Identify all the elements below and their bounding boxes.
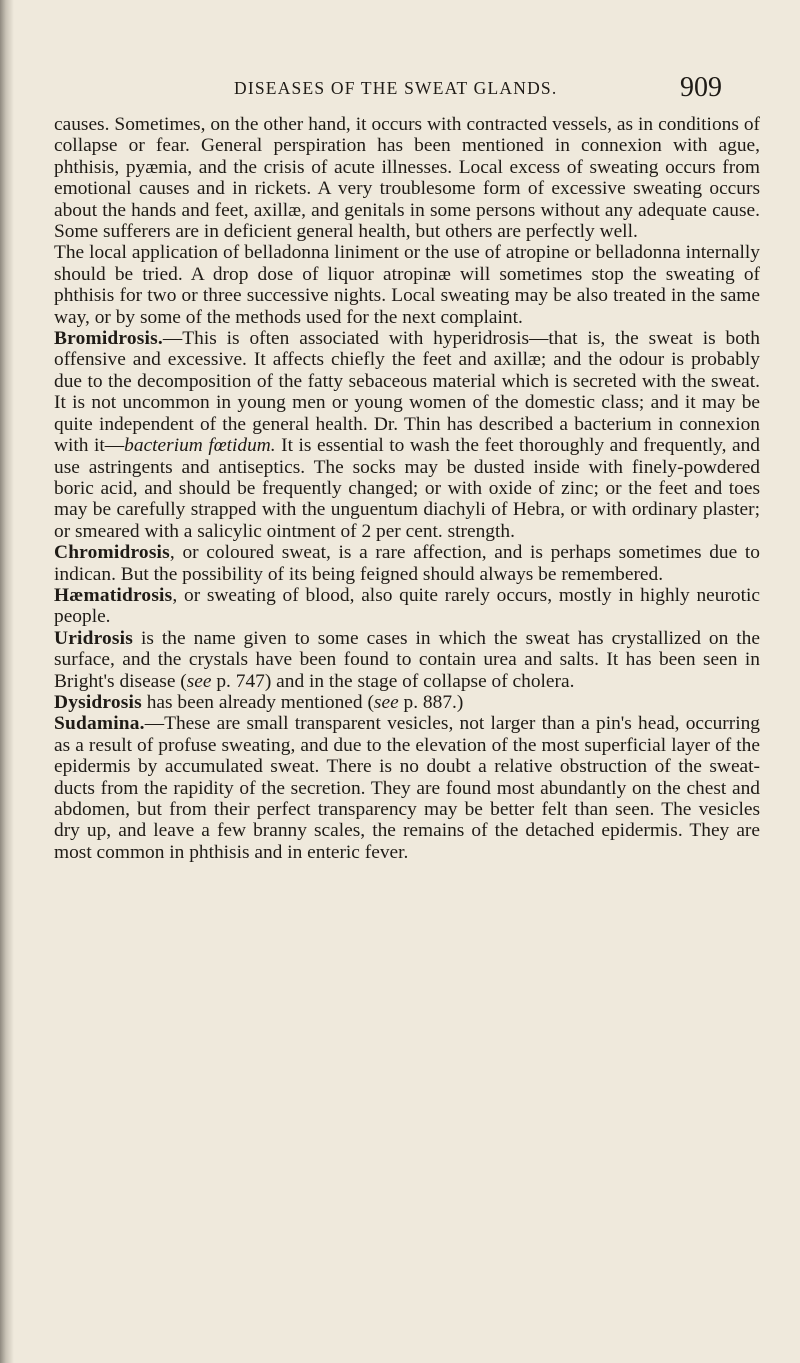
term-uridrosis: Uridrosis — [54, 627, 134, 649]
term-chromidrosis: Chromidrosis — [54, 542, 170, 564]
term-sudamina: Sudamina. — [54, 713, 145, 735]
paragraph-text: has been already mentioned ( — [141, 691, 374, 713]
paragraph-text: The local application of belladonna liniment or the use of atropine or belladonna internally should be tried. A drop dose of liquor atropinæ will sometimes stop the sweating of phthisis for two or three successive nights. Local sweating may be also treated in the same way, or by some of the methods used for the next complaint. — [54, 242, 760, 328]
page-number: 909 — [680, 72, 722, 103]
term-dysidrosis: Dysidrosis — [54, 691, 142, 713]
paragraph-haematidrosis — [54, 585, 760, 628]
page-header — [14, 72, 754, 106]
paragraph-uridrosis — [54, 628, 760, 692]
paragraph-text: is the name given to some cases in which the sweat has crystallized on the surface, and the crystals have been found to contain urea and salts. It has been seen in Bright's disease ( — [54, 627, 760, 692]
page-body — [54, 114, 760, 863]
paragraph-chromidrosis — [54, 542, 760, 585]
page-binding-edge — [0, 0, 14, 1363]
paragraph-text: —These are small transparent vesicles, not larger than a pin's head, occurring as a result of profuse sweating, and due to the elevation of the most superficial layer of the epidermis by accumulated sweat. There is no doubt a relative obstruction of the sweat-ducts from the rapidity of the secretion. They are found most abundantly on the chest and abdomen, but from their perfect transparency may be better felt than seen. The vesicles dry up, and leave a few branny scales, the remains of the detached epidermis. They are most common in phthisis and in enteric fever. — [54, 713, 760, 863]
paragraph-text: , or sweating of blood, also quite rarely occurs, mostly in highly neurotic people. — [54, 584, 760, 628]
paragraph-text: p. 747) and in the stage of collapse of cholera. — [211, 670, 575, 692]
paragraph-text: p. 887.) — [398, 691, 464, 713]
italic-term: bacterium fœtidum. — [124, 435, 276, 457]
paragraph-sudamina — [54, 713, 760, 863]
paragraph-text: causes. Sometimes, on the other hand, it occurs with contracted vessels, as in conditions of collapse or fear. General perspiration has been mentioned in connexion with ague, phthisis, pyæmia, and the crisis of acute illnesses. Local excess of sweating occurs from emotional causes and in rickets. A very troublesome form of excessive sweating occurs about the hands and feet, axillæ, and genitals in some persons without any adequate cause. Some sufferers are in deficient general health, but others are perfectly well. — [54, 114, 760, 243]
italic-see: see — [373, 691, 399, 713]
term-haematidrosis: Hæmatidrosis — [54, 584, 173, 606]
running-head: DISEASES OF THE SWEAT GLANDS. — [234, 78, 558, 98]
paragraph-dysidrosis — [54, 692, 760, 713]
paragraph-text: It is essential to wash the feet thoroughly and frequently, and use astringents and antiseptics. The socks may be dusted inside with finely-powdered boric acid, and should be frequently changed; or with oxide of zinc; or the feet and toes may be carefully strapped with the unguentum diachyli of Hebra, or with ordinary plaster; or smeared with a salicylic ointment of 2 per cent. strength. — [54, 435, 760, 542]
paragraph-bromidrosis — [54, 328, 760, 542]
paragraph-treatment — [54, 242, 760, 328]
paragraph-text: , or coloured sweat, is a rare affection, and is perhaps sometimes due to indican. But the possibility of its being feigned should always be remembered. — [54, 542, 760, 585]
italic-see: see — [186, 670, 212, 692]
paragraph-text: —This is often associated with hyperidrosis—that is, the sweat is both offensive and excessive. It affects chiefly the feet and axillæ; and the odour is probably due to the decomposition of the fatty sebaceous material which is secreted with the sweat. It is not uncommon in young men or young women of the domestic class; and it may be quite independent of the general health. Dr. Thin has described a bacterium in connexion with it— — [54, 328, 760, 457]
term-bromidrosis: Bromidrosis. — [54, 328, 163, 350]
paragraph-general-perspiration — [54, 114, 760, 242]
